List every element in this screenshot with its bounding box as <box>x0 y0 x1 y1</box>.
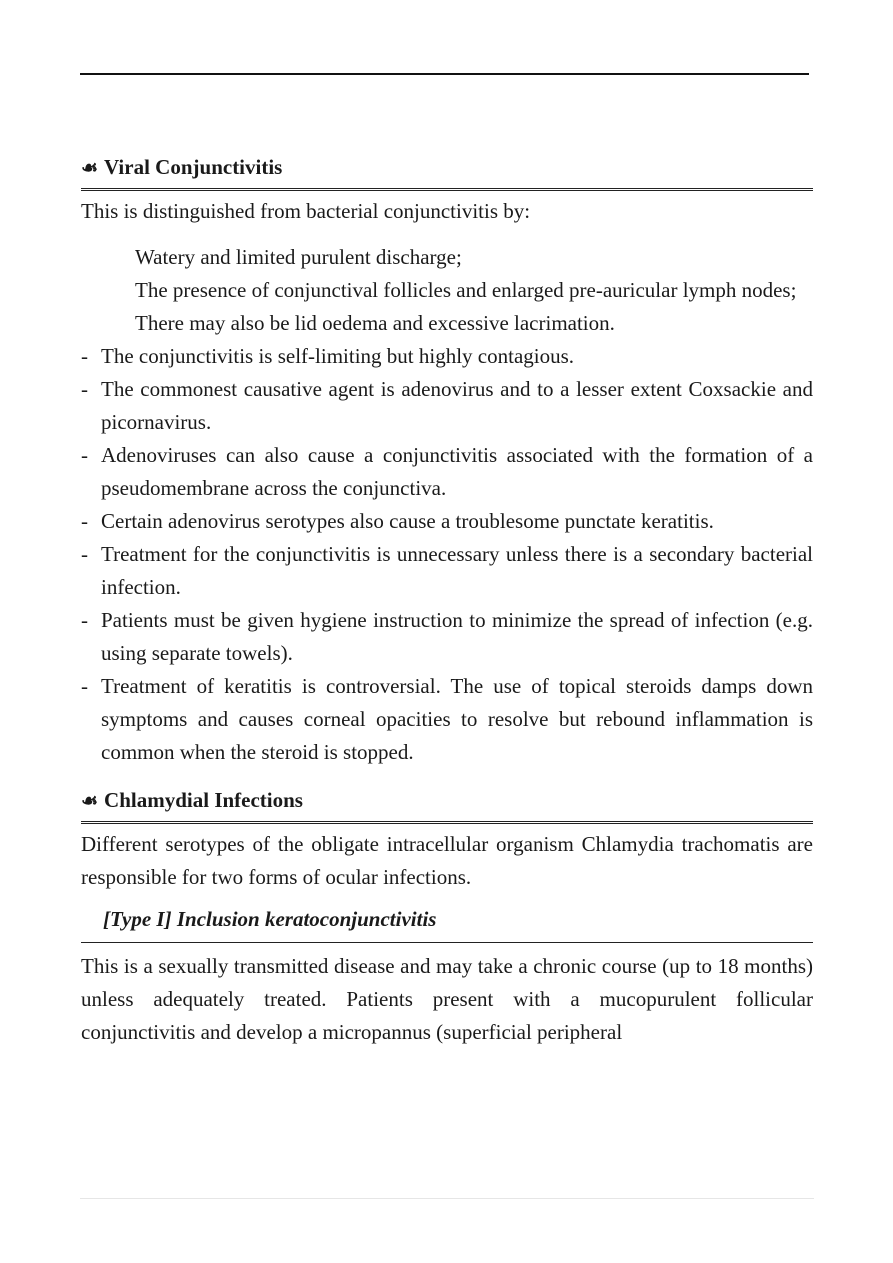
section-heading-viral <box>81 150 813 191</box>
bullet-text: The conjunctivitis is self-limiting but highly contagious. <box>101 344 575 368</box>
section-heading-chlamydial <box>81 783 813 824</box>
bullet-item <box>81 538 813 604</box>
section-title: Chlamydial Infections <box>104 788 303 812</box>
bullet-text: Adenoviruses can also cause a conjunctivitis associated with the formation of a pseudomembrane across the conjunctiva. <box>101 443 813 500</box>
dash-marker: - <box>81 344 88 368</box>
section-intro: This is distinguished from bacterial conjunctivitis by: <box>81 199 531 223</box>
bullet-text: Treatment of keratitis is controversial. The use of topical steroids damps down symptoms and causes corneal opacities to resolve but rebound inflammation is common when the steroid is stopped. <box>101 674 813 764</box>
dash-marker: - <box>81 509 88 533</box>
indented-item: Watery and limited purulent discharge; <box>135 245 462 269</box>
indented-item: There may also be lid oedema and excessive lacrimation. <box>135 311 615 335</box>
section-intro: Different serotypes of the obligate intracellular organism Chlamydia trachomatis are responsible for two forms of ocular infections. <box>81 832 813 889</box>
section-body: This is a sexually transmitted disease and may take a chronic course (up to 18 months) unless adequately treated. Patients present with a mucopurulent follicular conjunctivitis and develop a micropannus (superficial peripheral <box>81 954 813 1044</box>
bullet-list <box>81 340 813 769</box>
dash-marker: - <box>81 443 88 467</box>
indented-list <box>81 241 813 340</box>
ornament-icon: ☙ <box>81 791 99 812</box>
indented-item: The presence of conjunctival follicles and enlarged pre-auricular lymph nodes; <box>135 278 797 302</box>
bullet-text: Patients must be given hygiene instruction to minimize the spread of infection (e.g. using separate towels). <box>101 608 813 665</box>
bullet-item <box>81 340 813 373</box>
footer-rule <box>80 1198 814 1199</box>
section-title: Viral Conjunctivitis <box>104 155 283 179</box>
dash-marker: - <box>81 674 88 698</box>
header-rule <box>80 73 809 75</box>
page-content <box>81 150 813 1049</box>
bullet-item <box>81 670 813 769</box>
bullet-text: Treatment for the conjunctivitis is unnecessary unless there is a secondary bacterial infection. <box>101 542 813 599</box>
subsection-heading: [Type I] Inclusion keratoconjunctivitis <box>81 903 813 943</box>
ornament-icon: ☙ <box>81 158 99 179</box>
bullet-item <box>81 505 813 538</box>
bullet-text: Certain adenovirus serotypes also cause a troublesome punctate keratitis. <box>101 509 714 533</box>
bullet-text: The commonest causative agent is adenovirus and to a lesser extent Coxsackie and picornavirus. <box>101 377 813 434</box>
dash-marker: - <box>81 608 88 632</box>
bullet-item <box>81 439 813 505</box>
bullet-item <box>81 604 813 670</box>
dash-marker: - <box>81 377 88 401</box>
bullet-item <box>81 373 813 439</box>
dash-marker: - <box>81 542 88 566</box>
